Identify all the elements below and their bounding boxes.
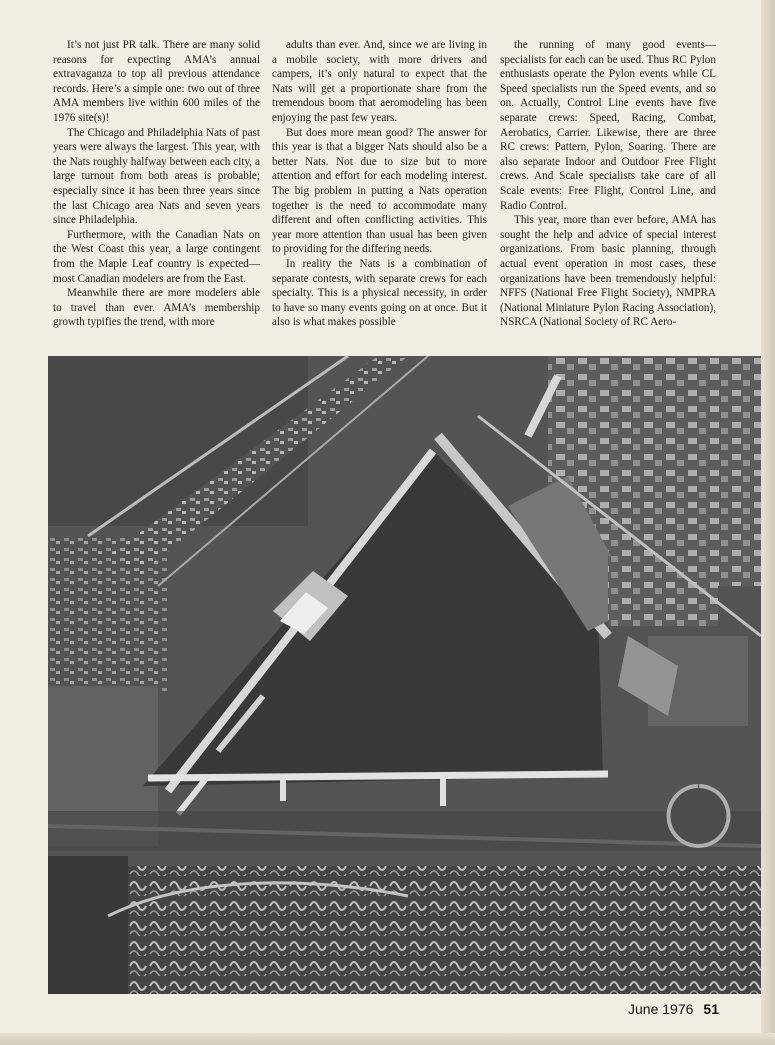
aerial-photo-drawing bbox=[48, 356, 761, 994]
paragraph: This year, more than ever before, AMA has sought the help and advice of special interest organizations. From basic planning, through actual event operation in most cases, these organizations have been tremendously helpful: NFFS (National Free Flight Society), NMPRA (National Miniature Pylon Racing Association), NSRCA (National Society of RC Aero- bbox=[500, 214, 716, 329]
page-edge-bottom bbox=[0, 1033, 775, 1045]
issue-date: June 1976 bbox=[628, 1001, 694, 1017]
paragraph: Furthermore, with the Canadian Nats on the West Coast this year, a large contingent from the Maple Leaf country is expected—most Canadian modelers are from the East. bbox=[53, 228, 260, 285]
page-edge-right bbox=[761, 0, 775, 1045]
paragraph: Meanwhile there are more modelers able to travel than ever. AMA’s membership growth typifies the trend, with more bbox=[53, 287, 260, 329]
paragraph: In reality the Nats is a combination of separate contests, with separate crews for each specialty. This is a physical necessity, in order to have so many events going on at once. But it also is what makes possible bbox=[272, 257, 487, 329]
text-column-2 bbox=[272, 38, 487, 330]
paragraph: the running of many good events—specialists for each can be used. Thus RC Pylon enthusiasts operate the Pylon events while CL Speed specialists run the Speed events, and so on. Actually, Control Line events have five separate crews: Speed, Racing, Combat, Aerobatics, Carrier. Likewise, there are three RC crews: Pattern, Pylon, Soaring. There are also separate Indoor and Outdoor Free Flight crews. And Scale specialists take care of all Scale events: Free Flight, Control Line, and Radio Control. bbox=[500, 39, 716, 212]
text-column-3 bbox=[500, 38, 716, 330]
paragraph: It’s not just PR talk. There are many solid reasons for expecting AMA’s annual extravaganza to top all previous attendance records. Here’s a simple one: two out of three AMA members live within 600 miles of the 1976 site(s)! bbox=[53, 39, 260, 124]
page-footer bbox=[628, 1001, 719, 1017]
paragraph: adults than ever. And, since we are living in a mobile society, with more drivers and campers, it’s only natural to expect that the Nats will get a proportionate share from the tremendous boom that aeromodeling has been enjoying the past few years. bbox=[272, 39, 487, 124]
text-column-1 bbox=[53, 38, 260, 330]
page-number: 51 bbox=[703, 1001, 719, 1017]
aerial-airfield-photo bbox=[48, 356, 761, 994]
paragraph: The Chicago and Philadelphia Nats of past years were always the largest. This year, with the Nats roughly halfway between each city, a large turnout from both areas is probable; especially since it has been three years since the last Chicago area Nats and seven years since Philadelphia. bbox=[53, 126, 260, 227]
paragraph: But does more mean good? The answer for this year is that a bigger Nats should also be a better Nats. Not due to size but to more attention and effort for each modeling interest. The big problem in putting a Nats operation together is the need to accommodate many different and often conflicting activities. This year more attention than usual has been given to providing for the differing needs. bbox=[272, 126, 487, 256]
